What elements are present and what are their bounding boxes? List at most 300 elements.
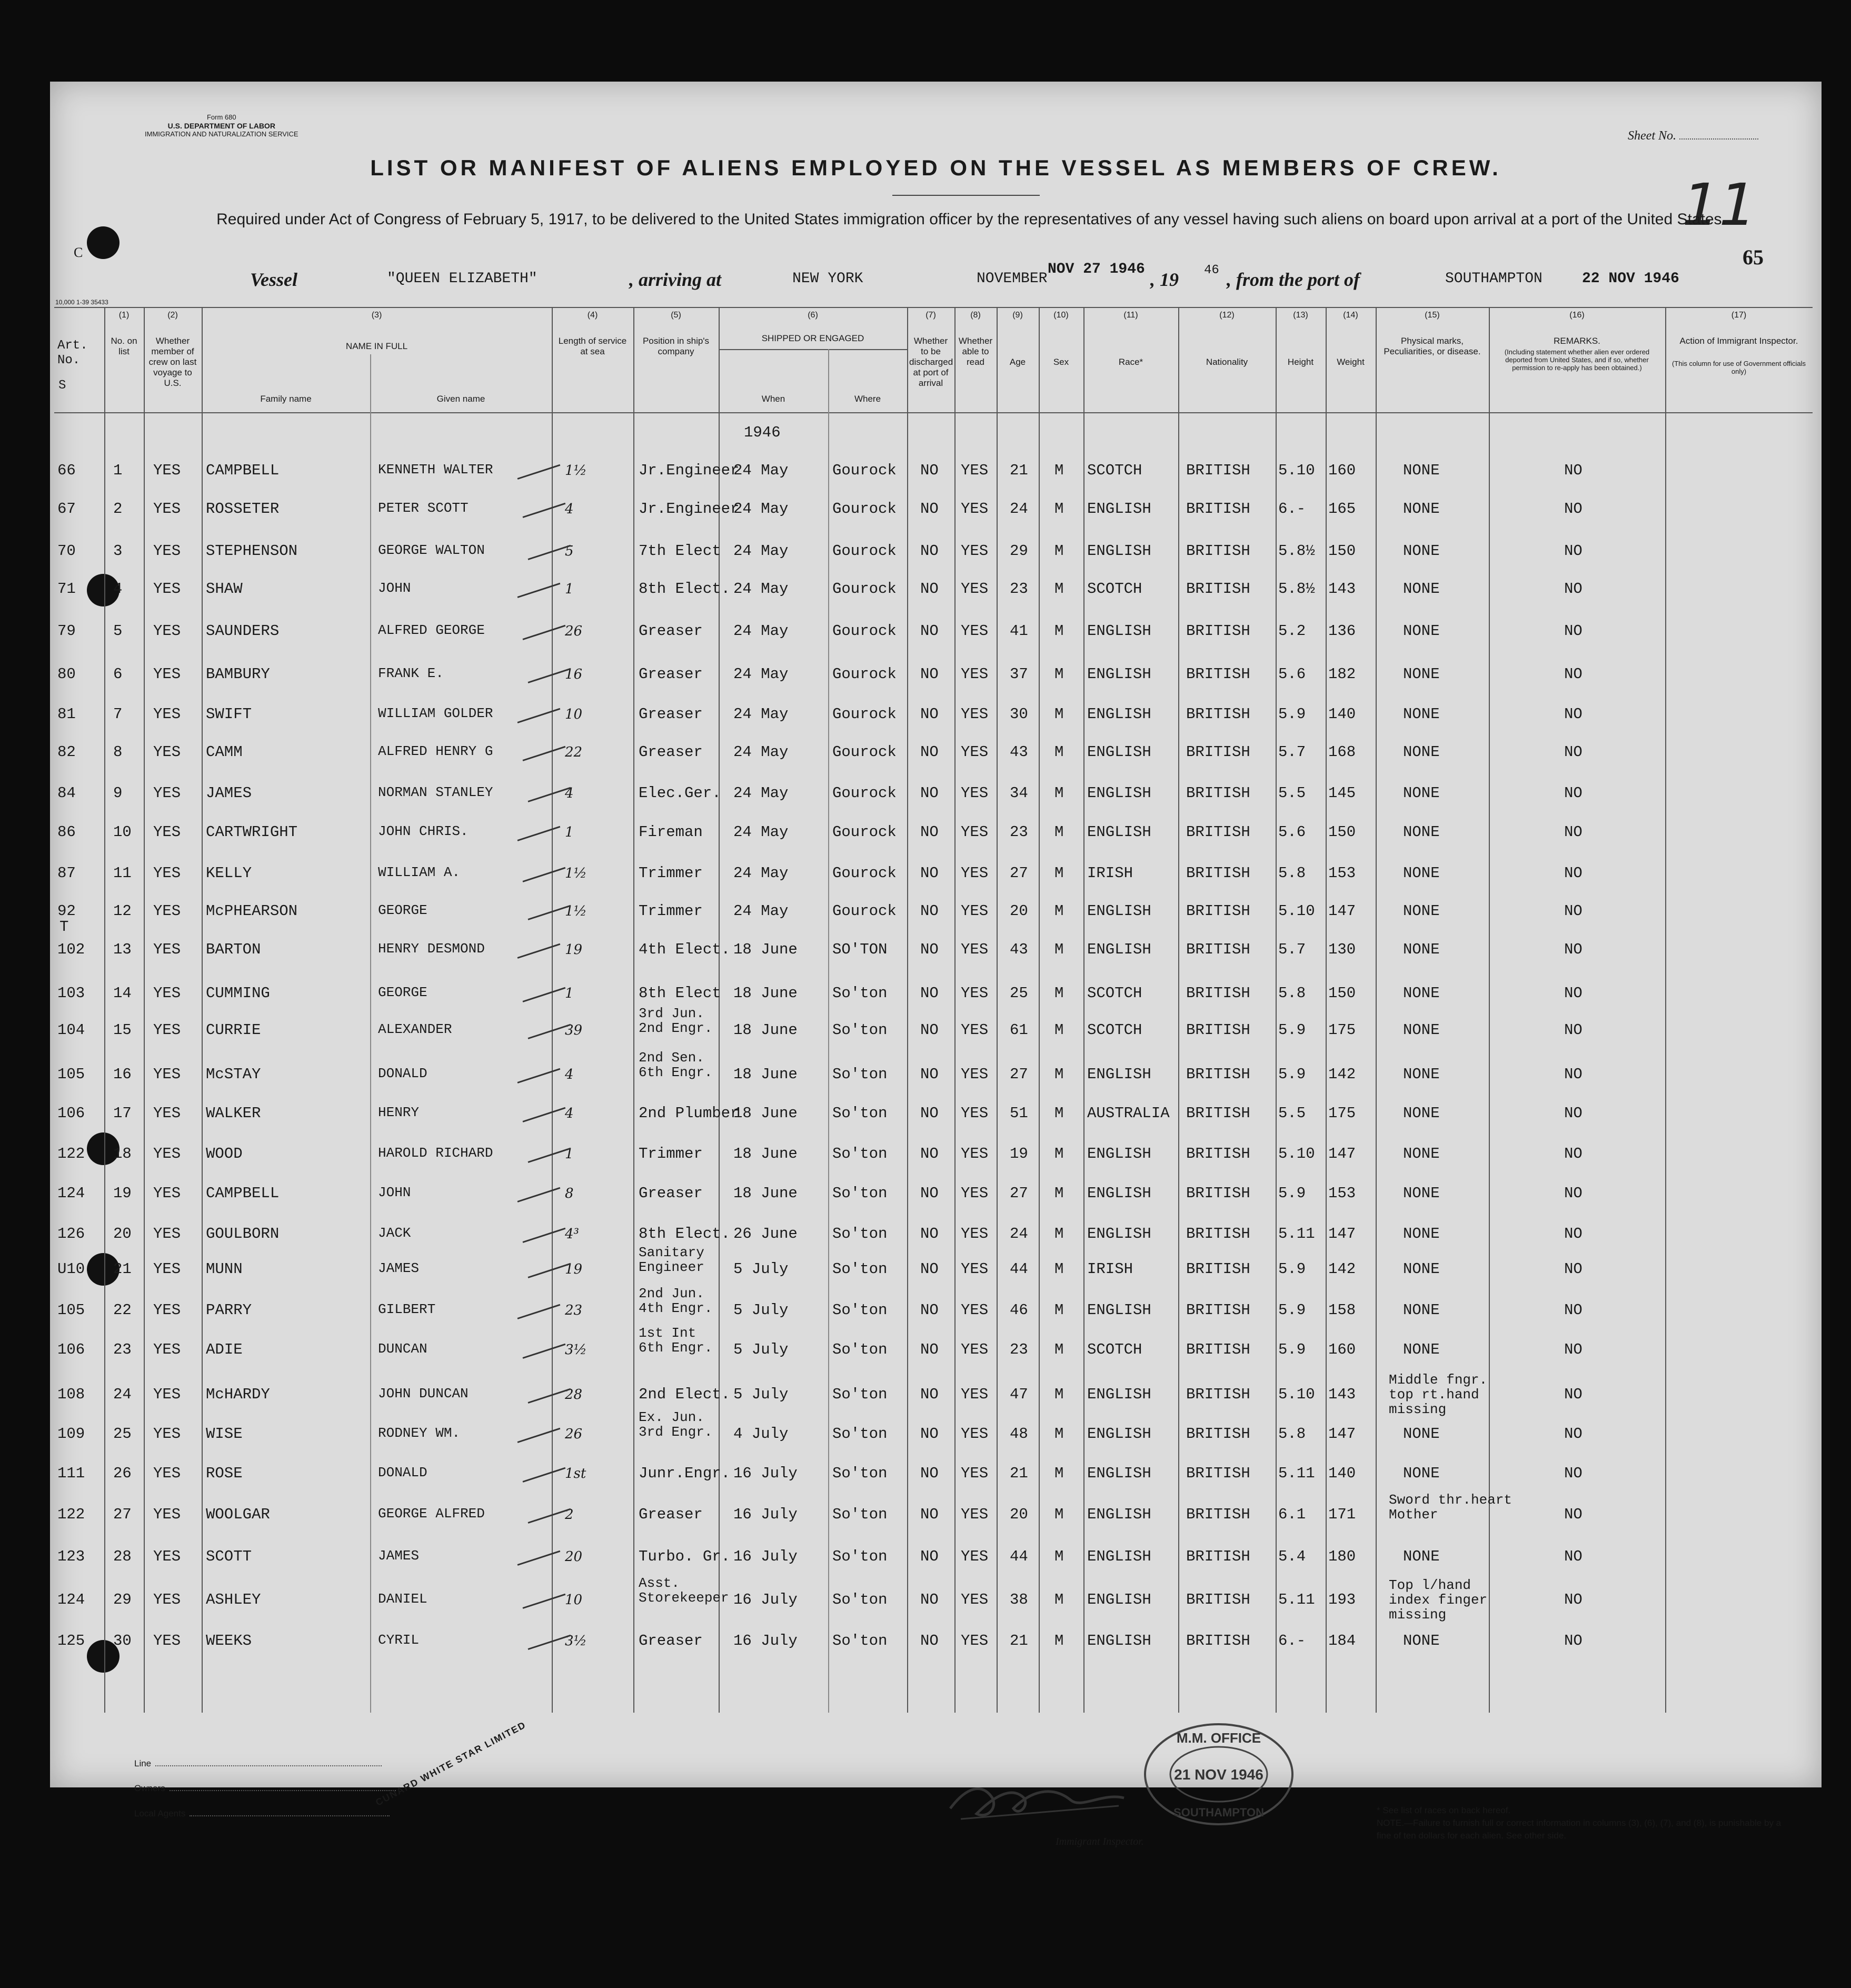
cell-service: 4 — [565, 1067, 574, 1082]
margin-mark-t: T — [59, 918, 69, 936]
cell-race: ENGLISH — [1087, 622, 1151, 640]
column-header-art-no: Art. No. — [57, 339, 88, 367]
check-mark — [523, 1228, 566, 1243]
cell-given: DANIEL — [378, 1591, 427, 1607]
cell-read: YES — [961, 1506, 989, 1523]
cell-marks: NONE — [1403, 500, 1440, 518]
cell-weight: 143 — [1328, 580, 1356, 598]
cell-when: 24 May — [733, 705, 789, 723]
cell-service: 19 — [565, 942, 583, 958]
form-header-info — [145, 113, 298, 138]
cell-position: Greaser — [639, 705, 703, 723]
cell-given: GEORGE ALFRED — [378, 1506, 485, 1522]
cell-crew: YES — [153, 500, 181, 518]
cell-remarks: NO — [1564, 1632, 1583, 1649]
cell-weight: 184 — [1328, 1632, 1356, 1649]
cell-age: 19 — [1010, 1145, 1028, 1162]
cell-crew: YES — [153, 743, 181, 761]
cell-nationality: BRITISH — [1186, 941, 1250, 958]
cell-sex: M — [1054, 823, 1064, 841]
cell-remarks: NO — [1564, 1225, 1583, 1242]
cell-nationality: BRITISH — [1186, 500, 1250, 518]
cell-where: Gourock — [832, 500, 897, 518]
cell-crew: YES — [153, 941, 181, 958]
cell-remarks: NO — [1564, 864, 1583, 882]
cell-weight: 147 — [1328, 1225, 1356, 1242]
cell-crew: YES — [153, 1591, 181, 1608]
cell-height: 5.9 — [1278, 1066, 1306, 1083]
cell-service: 19 — [565, 1261, 583, 1277]
cell-race: ENGLISH — [1087, 1145, 1151, 1162]
cell-read: YES — [961, 1260, 989, 1278]
sheet-number-value: 65 — [1743, 245, 1764, 269]
cell-read: YES — [961, 580, 989, 598]
cell-nationality: BRITISH — [1186, 665, 1250, 683]
cell-discharged: NO — [920, 1425, 939, 1443]
cell-race: ENGLISH — [1087, 1591, 1151, 1608]
cell-age: 20 — [1010, 1506, 1028, 1523]
cell-position: 7th Elect — [639, 542, 721, 560]
cell-no: 8 — [113, 743, 123, 761]
cell-art: 109 — [57, 1425, 85, 1443]
cell-height: 5.9 — [1278, 705, 1306, 723]
fine-note: NOTE.—Failure to furnish full or correct information in columns (3), (6), (7), and (8), is punishable by a fine of ten dollars for each alien. See other side. — [1377, 1818, 1782, 1841]
cell-given: FRANK E. — [378, 665, 444, 681]
cell-art: 81 — [57, 705, 76, 723]
cell-nationality: BRITISH — [1186, 864, 1250, 882]
form-number: Form 680 — [206, 113, 236, 121]
cell-when: 18 June — [733, 985, 798, 1002]
column-rule — [633, 307, 634, 1713]
column-header-c13: Height — [1287, 357, 1314, 367]
cell-weight: 180 — [1328, 1548, 1356, 1565]
cell-position: Trimmer — [639, 902, 703, 920]
cell-when: 26 June — [733, 1225, 798, 1242]
cell-age: 30 — [1010, 705, 1028, 723]
cell-sex: M — [1054, 985, 1064, 1002]
cell-crew: YES — [153, 665, 181, 683]
cell-height: 5.2 — [1278, 622, 1306, 640]
cell-given: JOHN — [378, 580, 411, 596]
cell-marks: NONE — [1403, 823, 1440, 841]
department-name: U.S. DEPARTMENT OF LABOR — [167, 122, 275, 130]
cell-age: 21 — [1010, 462, 1028, 479]
cell-crew: YES — [153, 1225, 181, 1242]
cell-where: So'ton — [832, 1105, 888, 1122]
cell-discharged: NO — [920, 542, 939, 560]
cell-read: YES — [961, 1548, 989, 1565]
cell-crew: YES — [153, 902, 181, 920]
cell-discharged: NO — [920, 500, 939, 518]
cell-family: WISE — [206, 1425, 243, 1443]
cell-art: 106 — [57, 1105, 85, 1122]
cell-position: Greaser — [639, 665, 703, 683]
cell-remarks: NO — [1564, 1021, 1583, 1039]
cell-race: ENGLISH — [1087, 823, 1151, 841]
cell-service: 4 — [565, 786, 574, 801]
cell-height: 6.1 — [1278, 1506, 1306, 1523]
cell-height: 5.4 — [1278, 1548, 1306, 1565]
cell-discharged: NO — [920, 705, 939, 723]
cell-sex: M — [1054, 580, 1064, 598]
cell-service: 26 — [565, 623, 583, 639]
cell-read: YES — [961, 1021, 989, 1039]
cell-crew: YES — [153, 1341, 181, 1358]
cell-race: ENGLISH — [1087, 1185, 1151, 1202]
cell-where: So'ton — [832, 1260, 888, 1278]
cell-when: 18 June — [733, 1066, 798, 1083]
column-rule — [954, 307, 956, 1713]
cell-remarks: NO — [1564, 1301, 1583, 1319]
local-agents-field: Local Agents — [134, 1808, 390, 1819]
column-number-c6: (6) — [808, 311, 818, 320]
cell-age: 24 — [1010, 500, 1028, 518]
check-mark — [523, 987, 566, 1002]
cell-crew: YES — [153, 1632, 181, 1649]
cell-race: ENGLISH — [1087, 542, 1151, 560]
cell-marks: NONE — [1403, 1632, 1440, 1649]
cell-sex: M — [1054, 1341, 1064, 1358]
races-note: * See list of races on back hereof. — [1377, 1805, 1511, 1815]
column-header-c10: Sex — [1053, 357, 1069, 367]
cell-given: PETER SCOTT — [378, 500, 469, 516]
cell-remarks: NO — [1564, 462, 1583, 479]
cell-weight: 165 — [1328, 500, 1356, 518]
cell-marks: NONE — [1403, 864, 1440, 882]
cell-marks: NONE — [1403, 542, 1440, 560]
cell-remarks: NO — [1564, 1591, 1583, 1608]
cell-service: 1 — [565, 1146, 574, 1162]
cell-where: Gourock — [832, 542, 897, 560]
crew-manifest-table — [54, 307, 1813, 1713]
cell-crew: YES — [153, 1506, 181, 1523]
cell-crew: YES — [153, 985, 181, 1002]
cell-race: ENGLISH — [1087, 784, 1151, 802]
cell-marks: NONE — [1403, 462, 1440, 479]
cell-remarks: NO — [1564, 1260, 1583, 1278]
cell-when: 16 July — [733, 1506, 798, 1523]
cell-given: ALFRED HENRY G — [378, 743, 493, 759]
cell-where: So'ton — [832, 1021, 888, 1039]
cell-family: WEEKS — [206, 1632, 252, 1649]
cell-marks: NONE — [1403, 1341, 1440, 1358]
cell-art: 124 — [57, 1591, 85, 1608]
cell-family: ROSSETER — [206, 500, 280, 518]
cell-weight: 142 — [1328, 1260, 1356, 1278]
cell-weight: 147 — [1328, 1145, 1356, 1162]
cell-remarks: NO — [1564, 1066, 1583, 1083]
cell-given: GILBERT — [378, 1301, 436, 1317]
cell-remarks: NO — [1564, 622, 1583, 640]
cell-given: DONALD — [378, 1066, 427, 1081]
cell-when: 24 May — [733, 784, 789, 802]
cell-discharged: NO — [920, 462, 939, 479]
cell-read: YES — [961, 542, 989, 560]
cell-sex: M — [1054, 1260, 1064, 1278]
cell-nationality: BRITISH — [1186, 985, 1250, 1002]
cell-family: CURRIE — [206, 1021, 261, 1039]
cell-position: Junr.Engr. — [639, 1465, 731, 1482]
cell-service: 1½ — [565, 463, 587, 479]
cell-art: 125 — [57, 1632, 85, 1649]
cell-no: 23 — [113, 1341, 132, 1358]
cell-weight: 150 — [1328, 823, 1356, 841]
cell-height: 5.11 — [1278, 1465, 1315, 1482]
cell-nationality: BRITISH — [1186, 1425, 1250, 1443]
cell-where: So'ton — [832, 1301, 888, 1319]
cell-sex: M — [1054, 1105, 1064, 1122]
cell-position: 3rd Jun. 2nd Engr. — [639, 1006, 713, 1036]
cell-no: 1 — [113, 462, 123, 479]
cell-where: Gourock — [832, 705, 897, 723]
cell-height: 5.9 — [1278, 1185, 1306, 1202]
cell-race: ENGLISH — [1087, 1548, 1151, 1565]
cell-service: 8 — [565, 1186, 574, 1201]
cell-given: NORMAN STANLEY — [378, 784, 493, 800]
cell-height: 5.10 — [1278, 902, 1315, 920]
cell-when: 18 June — [733, 1185, 798, 1202]
cell-race: ENGLISH — [1087, 941, 1151, 958]
column-header-c4: Length of service at sea — [558, 336, 627, 356]
column-header-c9: Age — [1009, 357, 1026, 367]
company-stamp: CUNARD WHITE STAR LIMITED — [374, 1719, 528, 1808]
column-header-c12: Nationality — [1206, 357, 1248, 367]
cell-given: DUNCAN — [378, 1341, 427, 1357]
page-subtitle: Required under Act of Congress of February 5, 1917, to be delivered to the United States immigration officer by the representatives of any vessel having such aliens on board upon arrival at a port of the United States. — [216, 211, 1726, 228]
cell-crew: YES — [153, 1260, 181, 1278]
cell-sex: M — [1054, 665, 1064, 683]
cell-race: ENGLISH — [1087, 743, 1151, 761]
cell-marks: NONE — [1403, 985, 1440, 1002]
check-mark — [518, 708, 561, 723]
cell-remarks: NO — [1564, 1506, 1583, 1523]
cell-marks: NONE — [1403, 1145, 1440, 1162]
cell-age: 51 — [1010, 1105, 1028, 1122]
stamp-top-text: M.M. OFFICE — [1176, 1730, 1261, 1746]
cell-service: 1 — [565, 824, 574, 840]
cell-service: 1st — [565, 1466, 586, 1482]
cell-position: 2nd Elect. — [639, 1386, 731, 1403]
cell-position: 2nd Jun. 4th Engr. — [639, 1286, 713, 1316]
column-rule — [144, 307, 145, 1713]
service-name: IMMIGRATION AND NATURALIZATION SERVICE — [145, 130, 298, 138]
column-rule — [719, 307, 720, 1713]
vessel-label: Vessel — [250, 269, 297, 290]
cell-service: 20 — [565, 1549, 583, 1565]
from-port: SOUTHAMPTON — [1445, 271, 1542, 287]
cell-when: 16 July — [733, 1465, 798, 1482]
cell-discharged: NO — [920, 743, 939, 761]
cell-no: 4 — [113, 580, 123, 598]
cell-when: 16 July — [733, 1591, 798, 1608]
cell-service: 16 — [565, 667, 583, 682]
cell-height: 5.8 — [1278, 985, 1306, 1002]
cell-sex: M — [1054, 1465, 1064, 1482]
cell-weight: 136 — [1328, 622, 1356, 640]
cell-art: 105 — [57, 1301, 85, 1319]
cell-service: 1 — [565, 581, 574, 597]
cell-service: 4 — [565, 501, 574, 517]
check-mark — [523, 1107, 566, 1122]
cell-when: 24 May — [733, 622, 789, 640]
cell-race: AUSTRALIA — [1087, 1105, 1170, 1122]
cell-art: U10 — [57, 1260, 85, 1278]
cell-nationality: BRITISH — [1186, 462, 1250, 479]
cell-art: 122 — [57, 1145, 85, 1162]
column-number-c7: (7) — [926, 311, 936, 320]
footer-notes — [1377, 1804, 1798, 1842]
cell-sex: M — [1054, 1591, 1064, 1608]
cell-discharged: NO — [920, 665, 939, 683]
cell-given: KENNETH WALTER — [378, 462, 493, 478]
cell-remarks: NO — [1564, 784, 1583, 802]
column-header-c16: REMARKS. — [1554, 336, 1600, 346]
cell-given: RODNEY WM. — [378, 1425, 461, 1441]
cell-no: 26 — [113, 1465, 132, 1482]
cell-given: GEORGE WALTON — [378, 542, 485, 558]
cell-sex: M — [1054, 1425, 1064, 1443]
cell-marks: Middle fngr. top rt.hand missing — [1389, 1372, 1488, 1417]
cell-art: 84 — [57, 784, 76, 802]
cell-height: 5.9 — [1278, 1301, 1306, 1319]
cell-where: So'ton — [832, 1066, 888, 1083]
cell-art: 111 — [57, 1465, 85, 1482]
cell-no: 29 — [113, 1591, 132, 1608]
cell-nationality: BRITISH — [1186, 1021, 1250, 1039]
column-number-c15: (15) — [1425, 311, 1440, 320]
check-mark — [518, 464, 561, 480]
cell-read: YES — [961, 500, 989, 518]
cell-sex: M — [1054, 784, 1064, 802]
cell-read: YES — [961, 1341, 989, 1358]
cell-discharged: NO — [920, 1021, 939, 1039]
cell-read: YES — [961, 1632, 989, 1649]
cell-weight: 193 — [1328, 1591, 1356, 1608]
cell-nationality: BRITISH — [1186, 1145, 1250, 1162]
cell-nationality: BRITISH — [1186, 705, 1250, 723]
cell-crew: YES — [153, 542, 181, 560]
cell-position: Ex. Jun. 3rd Engr. — [639, 1409, 713, 1440]
cell-age: 25 — [1010, 985, 1028, 1002]
cell-age: 21 — [1010, 1632, 1028, 1649]
cell-weight: 147 — [1328, 1425, 1356, 1443]
cell-age: 48 — [1010, 1425, 1028, 1443]
cell-no: 19 — [113, 1185, 132, 1202]
cell-height: 5.10 — [1278, 1386, 1315, 1403]
cell-family: GOULBORN — [206, 1225, 280, 1242]
cell-read: YES — [961, 705, 989, 723]
cell-when: 24 May — [733, 500, 789, 518]
cell-marks: NONE — [1403, 622, 1440, 640]
sheet-number-label: Sheet No. — [1628, 129, 1758, 143]
cell-family: McPHEARSON — [206, 902, 298, 920]
cell-age: 21 — [1010, 1465, 1028, 1482]
punch-hole — [87, 226, 120, 259]
cell-no: 16 — [113, 1066, 132, 1083]
cell-no: 17 — [113, 1105, 132, 1122]
column-header-c14: Weight — [1337, 357, 1365, 367]
cell-weight: 153 — [1328, 864, 1356, 882]
column-rule — [1326, 307, 1327, 1713]
cell-sex: M — [1054, 1066, 1064, 1083]
cell-nationality: BRITISH — [1186, 1591, 1250, 1608]
cell-no: 6 — [113, 665, 123, 683]
cell-weight: 182 — [1328, 665, 1356, 683]
cell-position: 4th Elect. — [639, 941, 731, 958]
cell-age: 37 — [1010, 665, 1028, 683]
cell-race: ENGLISH — [1087, 1386, 1151, 1403]
cell-age: 34 — [1010, 784, 1028, 802]
cell-height: 6.- — [1278, 500, 1306, 518]
cell-remarks: NO — [1564, 580, 1583, 598]
cell-weight: 142 — [1328, 1066, 1356, 1083]
arriving-port: NEW YORK — [792, 271, 863, 287]
cell-sex: M — [1054, 1185, 1064, 1202]
cell-marks: NONE — [1403, 1548, 1440, 1565]
cell-height: 5.7 — [1278, 941, 1306, 958]
arrival-month: NOVEMBER — [977, 271, 1048, 287]
cell-sex: M — [1054, 902, 1064, 920]
cell-discharged: NO — [920, 622, 939, 640]
cell-service: 3½ — [565, 1342, 587, 1358]
cell-service: 1½ — [565, 866, 587, 881]
cell-age: 44 — [1010, 1260, 1028, 1278]
cell-sex: M — [1054, 743, 1064, 761]
column-number-c1: (1) — [118, 311, 130, 320]
cell-sex: M — [1054, 1386, 1064, 1403]
cell-given: GEORGE — [378, 985, 427, 1000]
cell-remarks: NO — [1564, 743, 1583, 761]
header-rule — [54, 307, 1813, 308]
cell-remarks: NO — [1564, 823, 1583, 841]
cell-when: 16 July — [733, 1632, 798, 1649]
cell-sex: M — [1054, 1506, 1064, 1523]
cell-where: Gourock — [832, 665, 897, 683]
cell-weight: 158 — [1328, 1301, 1356, 1319]
cell-discharged: NO — [920, 1260, 939, 1278]
column-number-c10: (10) — [1053, 311, 1069, 320]
header-rule — [54, 412, 1813, 413]
cell-given: JAMES — [378, 1548, 420, 1564]
column-rule — [104, 307, 105, 1713]
cell-given: JAMES — [378, 1260, 420, 1276]
check-mark — [523, 625, 566, 640]
cell-position: Asst. Storekeeper — [639, 1575, 729, 1606]
cell-family: CAMPBELL — [206, 1185, 280, 1202]
cell-no: 21 — [113, 1260, 132, 1278]
cell-crew: YES — [153, 1145, 181, 1162]
cell-age: 41 — [1010, 622, 1028, 640]
cell-position: 8th Elect. — [639, 1225, 731, 1242]
cell-discharged: NO — [920, 1225, 939, 1242]
cell-position: Jr.Engineer — [639, 500, 740, 518]
column-header-c7: Whether to be discharged at port of arrival — [909, 336, 953, 388]
cell-crew: YES — [153, 705, 181, 723]
cell-family: SHAW — [206, 580, 243, 598]
column-subheader-c17: (This column for use of Government officials only) — [1671, 360, 1806, 375]
cell-discharged: NO — [920, 823, 939, 841]
column-header-given-name: Given name — [436, 394, 485, 404]
cell-sex: M — [1054, 542, 1064, 560]
cell-discharged: NO — [920, 784, 939, 802]
column-rule — [1083, 307, 1084, 1713]
cell-no: 12 — [113, 902, 132, 920]
cell-service: 5 — [565, 543, 574, 559]
cell-art: 82 — [57, 743, 76, 761]
cell-read: YES — [961, 1066, 989, 1083]
cell-given: ALEXANDER — [378, 1021, 452, 1037]
cell-marks: NONE — [1403, 784, 1440, 802]
